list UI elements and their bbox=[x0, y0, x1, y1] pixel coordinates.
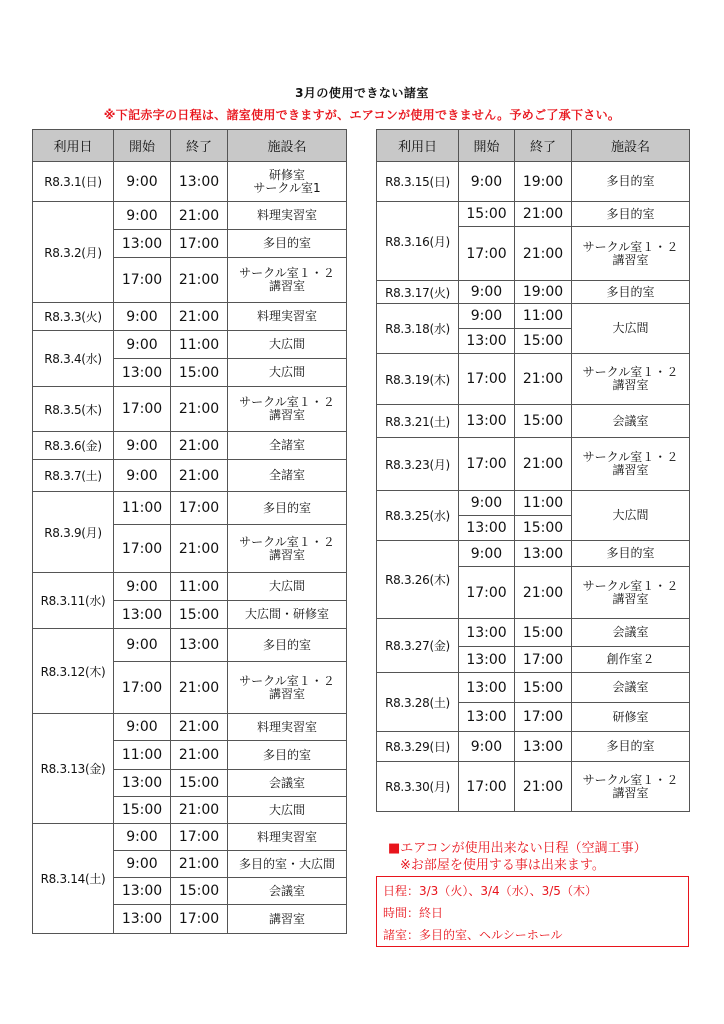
start-time-cell: 13:00 bbox=[114, 359, 171, 387]
end-time-cell: 11:00 bbox=[171, 573, 228, 601]
start-time-cell: 11:00 bbox=[114, 492, 171, 525]
end-time-cell: 17:00 bbox=[515, 703, 572, 732]
start-time-cell: 13:00 bbox=[459, 619, 515, 647]
start-time-cell: 9:00 bbox=[114, 202, 171, 230]
date-cell: R8.3.5(木) bbox=[33, 387, 114, 432]
table-row bbox=[377, 405, 690, 438]
page-title: 3月の使用できない諸室 bbox=[295, 86, 429, 100]
facility-cell: 多目的室 bbox=[572, 541, 690, 567]
start-time-cell: 9:00 bbox=[114, 162, 171, 202]
end-time-cell: 21:00 bbox=[171, 525, 228, 573]
facility-cell: サークル室１・２ 講習室 bbox=[572, 567, 690, 619]
facility-cell: サークル室１・２ 講習室 bbox=[572, 762, 690, 812]
facility-cell: 大広間 bbox=[228, 573, 347, 601]
header-facility: 施設名 bbox=[228, 130, 347, 162]
end-time-cell: 21:00 bbox=[171, 662, 228, 714]
end-time-cell: 15:00 bbox=[515, 619, 572, 647]
facility-cell: 大広間 bbox=[228, 359, 347, 387]
facility-cell: 創作室２ bbox=[572, 647, 690, 673]
facility-cell: 全諸室 bbox=[228, 460, 347, 492]
facility-cell: 大広間 bbox=[228, 797, 347, 824]
date-cell: R8.3.17(火) bbox=[377, 281, 459, 304]
end-time-cell: 17:00 bbox=[171, 905, 228, 934]
end-time-cell: 21:00 bbox=[515, 227, 572, 281]
date-cell: R8.3.30(月) bbox=[377, 762, 459, 812]
start-time-cell: 13:00 bbox=[459, 703, 515, 732]
facility-cell: 多目的室 bbox=[228, 492, 347, 525]
start-time-cell: 17:00 bbox=[114, 662, 171, 714]
table-row bbox=[33, 432, 347, 460]
notice-rooms: 諸室：多目的室、ヘルシーホール bbox=[383, 928, 563, 942]
end-time-cell: 21:00 bbox=[171, 851, 228, 878]
end-time-cell: 21:00 bbox=[171, 432, 228, 460]
facility-cell: 大広間 bbox=[572, 304, 690, 354]
end-time-cell: 15:00 bbox=[515, 673, 572, 703]
notice-subtext: ※お部屋を使用する事は出来ます。 bbox=[400, 858, 605, 873]
date-cell: R8.3.16(月) bbox=[377, 202, 459, 281]
schedule-table-right bbox=[376, 129, 690, 812]
end-time-cell: 11:00 bbox=[515, 491, 572, 516]
start-time-cell: 13:00 bbox=[114, 905, 171, 934]
end-time-cell: 15:00 bbox=[171, 359, 228, 387]
start-time-cell: 9:00 bbox=[114, 851, 171, 878]
start-time-cell: 9:00 bbox=[114, 573, 171, 601]
end-time-cell: 21:00 bbox=[515, 567, 572, 619]
date-cell: R8.3.7(土) bbox=[33, 460, 114, 492]
table-row bbox=[377, 541, 690, 567]
table-row bbox=[33, 162, 347, 202]
start-time-cell: 17:00 bbox=[459, 354, 515, 405]
facility-cell: サークル室１・２ 講習室 bbox=[228, 662, 347, 714]
end-time-cell: 17:00 bbox=[515, 647, 572, 673]
start-time-cell: 15:00 bbox=[459, 202, 515, 227]
date-cell: R8.3.11(水) bbox=[33, 573, 114, 629]
end-time-cell: 19:00 bbox=[515, 162, 572, 202]
table-row bbox=[377, 619, 690, 647]
header-facility: 施設名 bbox=[572, 130, 690, 162]
end-time-cell: 11:00 bbox=[515, 304, 572, 329]
start-time-cell: 13:00 bbox=[114, 601, 171, 629]
table-row bbox=[33, 303, 347, 331]
facility-cell: 会議室 bbox=[228, 770, 347, 797]
start-time-cell: 9:00 bbox=[114, 714, 171, 741]
table-header-row bbox=[377, 130, 690, 162]
date-cell: R8.3.3(火) bbox=[33, 303, 114, 331]
end-time-cell: 21:00 bbox=[171, 460, 228, 492]
facility-cell: 多目的室 bbox=[572, 281, 690, 304]
table-row bbox=[377, 162, 690, 202]
header-start: 開始 bbox=[114, 130, 171, 162]
start-time-cell: 13:00 bbox=[114, 878, 171, 905]
date-cell: R8.3.6(金) bbox=[33, 432, 114, 460]
date-cell: R8.3.12(木) bbox=[33, 629, 114, 714]
end-time-cell: 13:00 bbox=[171, 162, 228, 202]
facility-cell: 会議室 bbox=[572, 619, 690, 647]
table-row bbox=[377, 732, 690, 762]
facility-cell: 会議室 bbox=[572, 405, 690, 438]
end-time-cell: 21:00 bbox=[171, 303, 228, 331]
table-row bbox=[377, 438, 690, 491]
end-time-cell: 21:00 bbox=[171, 258, 228, 303]
date-cell: R8.3.29(日) bbox=[377, 732, 459, 762]
date-cell: R8.3.4(水) bbox=[33, 331, 114, 387]
facility-cell: 多目的室 bbox=[228, 230, 347, 258]
end-time-cell: 13:00 bbox=[515, 541, 572, 567]
table-row bbox=[33, 492, 347, 525]
end-time-cell: 21:00 bbox=[171, 202, 228, 230]
end-time-cell: 21:00 bbox=[515, 202, 572, 227]
facility-cell: サークル室１・２ 講習室 bbox=[228, 258, 347, 303]
table-row bbox=[377, 673, 690, 703]
start-time-cell: 9:00 bbox=[459, 491, 515, 516]
facility-cell: サークル室１・２ 講習室 bbox=[572, 438, 690, 491]
start-time-cell: 9:00 bbox=[114, 432, 171, 460]
aircon-note: ※下記赤字の日程は、諸室使用できますが、エアコンが使用できません。予めご了承下さい。 bbox=[103, 108, 621, 122]
schedule-table-left bbox=[32, 129, 347, 934]
end-time-cell: 15:00 bbox=[515, 329, 572, 354]
date-cell: R8.3.18(水) bbox=[377, 304, 459, 354]
facility-cell: 多目的室 bbox=[228, 629, 347, 662]
table-row bbox=[33, 714, 347, 741]
start-time-cell: 9:00 bbox=[114, 629, 171, 662]
start-time-cell: 9:00 bbox=[459, 541, 515, 567]
end-time-cell: 21:00 bbox=[171, 387, 228, 432]
notice-time: 時間：終日 bbox=[383, 906, 444, 920]
start-time-cell: 9:00 bbox=[459, 162, 515, 202]
header-start: 開始 bbox=[459, 130, 515, 162]
facility-cell: 多目的室 bbox=[572, 162, 690, 202]
facility-cell: 講習室 bbox=[228, 905, 347, 934]
table-header-row bbox=[33, 130, 347, 162]
facility-cell: 会議室 bbox=[572, 673, 690, 703]
end-time-cell: 21:00 bbox=[515, 438, 572, 491]
facility-cell: 多目的室・大広間 bbox=[228, 851, 347, 878]
start-time-cell: 13:00 bbox=[459, 647, 515, 673]
date-cell: R8.3.15(日) bbox=[377, 162, 459, 202]
facility-cell: 研修室 bbox=[572, 703, 690, 732]
start-time-cell: 9:00 bbox=[459, 732, 515, 762]
facility-cell: 大広間・研修室 bbox=[228, 601, 347, 629]
facility-cell: 大広間 bbox=[228, 331, 347, 359]
start-time-cell: 13:00 bbox=[114, 230, 171, 258]
end-time-cell: 17:00 bbox=[171, 492, 228, 525]
start-time-cell: 9:00 bbox=[459, 281, 515, 304]
start-time-cell: 17:00 bbox=[459, 227, 515, 281]
date-cell: R8.3.14(土) bbox=[33, 824, 114, 934]
start-time-cell: 17:00 bbox=[114, 387, 171, 432]
start-time-cell: 13:00 bbox=[459, 405, 515, 438]
end-time-cell: 15:00 bbox=[171, 770, 228, 797]
start-time-cell: 13:00 bbox=[459, 516, 515, 541]
header-end: 終了 bbox=[171, 130, 228, 162]
date-cell: R8.3.21(土) bbox=[377, 405, 459, 438]
end-time-cell: 15:00 bbox=[515, 405, 572, 438]
start-time-cell: 17:00 bbox=[114, 525, 171, 573]
end-time-cell: 17:00 bbox=[171, 824, 228, 851]
end-time-cell: 21:00 bbox=[171, 797, 228, 824]
table-row bbox=[33, 573, 347, 601]
start-time-cell: 9:00 bbox=[114, 303, 171, 331]
end-time-cell: 21:00 bbox=[171, 714, 228, 741]
end-time-cell: 15:00 bbox=[515, 516, 572, 541]
facility-cell: 多目的室 bbox=[572, 732, 690, 762]
notice-box bbox=[376, 876, 689, 947]
table-row bbox=[377, 762, 690, 812]
start-time-cell: 9:00 bbox=[114, 331, 171, 359]
facility-cell: 研修室 サークル室1 bbox=[228, 162, 347, 202]
date-cell: R8.3.27(金) bbox=[377, 619, 459, 673]
table-row bbox=[377, 354, 690, 405]
start-time-cell: 15:00 bbox=[114, 797, 171, 824]
end-time-cell: 15:00 bbox=[171, 878, 228, 905]
date-cell: R8.3.25(水) bbox=[377, 491, 459, 541]
facility-cell: 料理実習室 bbox=[228, 202, 347, 230]
facility-cell: サークル室１・２ 講習室 bbox=[228, 387, 347, 432]
end-time-cell: 21:00 bbox=[171, 741, 228, 770]
start-time-cell: 17:00 bbox=[459, 567, 515, 619]
facility-cell: 会議室 bbox=[228, 878, 347, 905]
notice-dates: 日程：3/3（火）、3/4（水）、3/5（木） bbox=[383, 884, 597, 898]
date-cell: R8.3.28(土) bbox=[377, 673, 459, 732]
start-time-cell: 13:00 bbox=[459, 673, 515, 703]
table-row bbox=[33, 824, 347, 851]
table-row bbox=[33, 387, 347, 432]
date-cell: R8.3.13(金) bbox=[33, 714, 114, 824]
end-time-cell: 15:00 bbox=[171, 601, 228, 629]
start-time-cell: 13:00 bbox=[459, 329, 515, 354]
end-time-cell: 17:00 bbox=[171, 230, 228, 258]
end-time-cell: 19:00 bbox=[515, 281, 572, 304]
facility-cell: 料理実習室 bbox=[228, 824, 347, 851]
date-cell: R8.3.9(月) bbox=[33, 492, 114, 573]
start-time-cell: 17:00 bbox=[459, 762, 515, 812]
table-row bbox=[377, 491, 690, 516]
start-time-cell: 17:00 bbox=[114, 258, 171, 303]
facility-cell: 料理実習室 bbox=[228, 303, 347, 331]
table-row bbox=[33, 202, 347, 230]
notice-heading: ■エアコンが使用出来ない日程（空調工事） bbox=[388, 841, 647, 856]
start-time-cell: 9:00 bbox=[114, 824, 171, 851]
date-cell: R8.3.1(日) bbox=[33, 162, 114, 202]
facility-cell: サークル室１・２ 講習室 bbox=[572, 354, 690, 405]
start-time-cell: 13:00 bbox=[114, 770, 171, 797]
table-row bbox=[377, 304, 690, 329]
table-row bbox=[33, 629, 347, 662]
facility-cell: 大広間 bbox=[572, 491, 690, 541]
facility-cell: サークル室１・２ 講習室 bbox=[572, 227, 690, 281]
start-time-cell: 9:00 bbox=[114, 460, 171, 492]
facility-cell: 多目的室 bbox=[228, 741, 347, 770]
start-time-cell: 11:00 bbox=[114, 741, 171, 770]
table-row bbox=[33, 331, 347, 359]
facility-cell: 料理実習室 bbox=[228, 714, 347, 741]
header-date: 利用日 bbox=[377, 130, 459, 162]
end-time-cell: 13:00 bbox=[171, 629, 228, 662]
facility-cell: 全諸室 bbox=[228, 432, 347, 460]
facility-cell: サークル室１・２ 講習室 bbox=[228, 525, 347, 573]
header-end: 終了 bbox=[515, 130, 572, 162]
end-time-cell: 11:00 bbox=[171, 331, 228, 359]
header-date: 利用日 bbox=[33, 130, 114, 162]
date-cell: R8.3.19(木) bbox=[377, 354, 459, 405]
table-row bbox=[377, 202, 690, 227]
date-cell: R8.3.26(木) bbox=[377, 541, 459, 619]
date-cell: R8.3.2(月) bbox=[33, 202, 114, 303]
start-time-cell: 17:00 bbox=[459, 438, 515, 491]
end-time-cell: 21:00 bbox=[515, 354, 572, 405]
start-time-cell: 9:00 bbox=[459, 304, 515, 329]
end-time-cell: 21:00 bbox=[515, 762, 572, 812]
table-row bbox=[377, 281, 690, 304]
facility-cell: 多目的室 bbox=[572, 202, 690, 227]
date-cell: R8.3.23(月) bbox=[377, 438, 459, 491]
table-row bbox=[33, 460, 347, 492]
end-time-cell: 13:00 bbox=[515, 732, 572, 762]
